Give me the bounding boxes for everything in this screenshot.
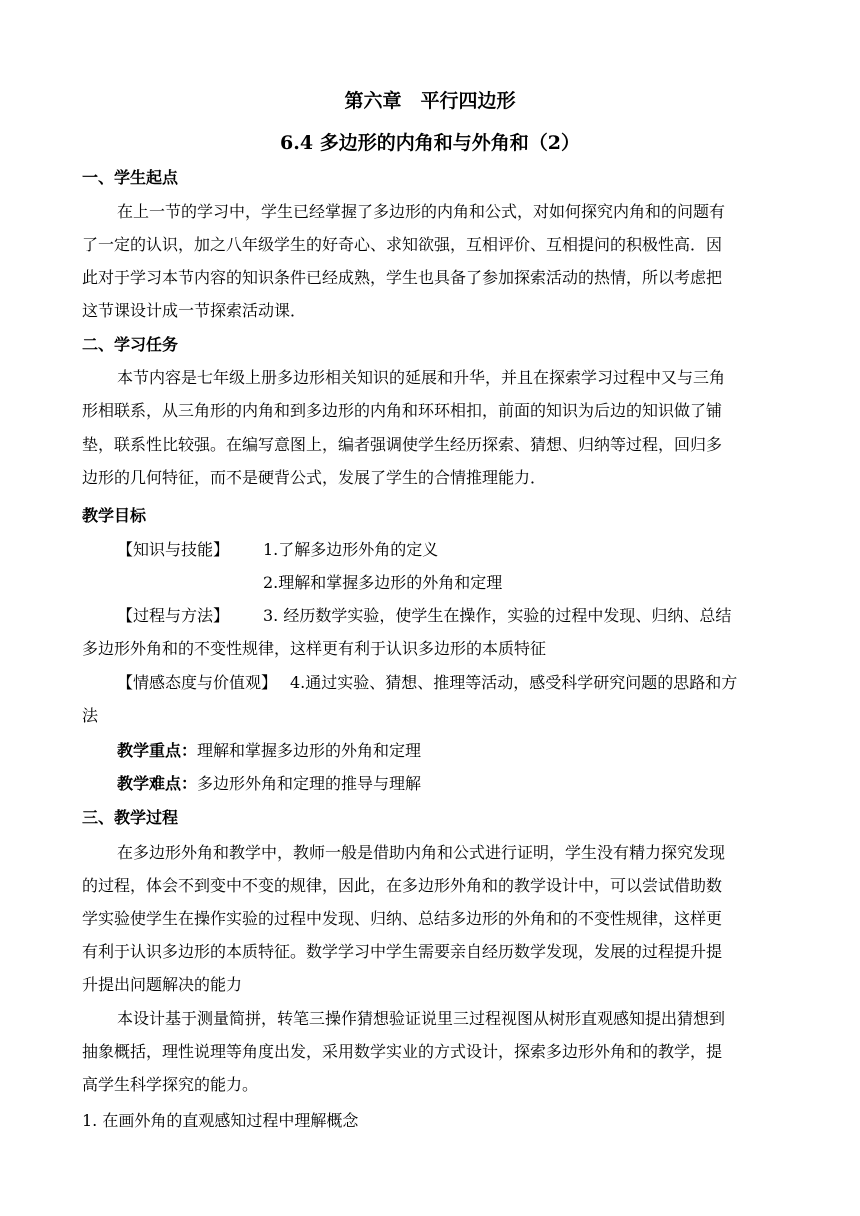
paragraph-line: 抽象概括，理性说理等角度出发，采用数学实业的方式设计，探索多边形外角和的教学，提: [82, 1042, 723, 1061]
goal-item: 法: [82, 706, 99, 725]
difficulty-line: [117, 773, 817, 795]
paragraph-line: 边形的几何特征，而不是硬背公式，发展了学生的合情推理能力．: [82, 468, 547, 487]
difficulty-text: 多边形外角和定理的推导与理解: [197, 774, 422, 793]
key-point-label: 教学重点：: [117, 741, 198, 760]
paragraph-line: 升提出问题解决的能力: [82, 975, 243, 994]
key-point-line: [117, 740, 817, 762]
paragraph-line: 在多边形外角和教学中，教师一般是借助内角和公式进行证明，学生没有精力探究发现: [117, 843, 726, 862]
paragraph-line: 高学生科学探究的能力。: [82, 1075, 259, 1094]
paragraph-line: 的过程，体会不到变中不变的规律，因此，在多边形外角和的教学设计中，可以尝试借助数: [82, 876, 723, 895]
difficulty-label: 教学难点：: [117, 774, 198, 793]
heading-teaching-process: 三、教学过程: [82, 808, 179, 827]
label-knowledge-skills: 【知识与技能】: [117, 540, 230, 559]
paragraph-line: 形相联系，从三角形的内角和到多边形的内角和环环相扣，前面的知识为后边的知识做了铺: [82, 401, 723, 420]
goal-item: 多边形外角和的不变性规律，这样更有利于认识多边形的本质特征: [82, 639, 547, 658]
paragraph-line: 本设计基于测量简拼，转笔三操作猜想验证说里三过程视图从树形直观感知提出猜想到: [117, 1009, 726, 1028]
chapter-title: 第六章 平行四边形: [344, 90, 516, 112]
goal-item: 1.了解多边形外角的定义: [263, 540, 439, 559]
heading-student-starting-point: 一、学生起点: [82, 168, 179, 187]
paragraph-line: 本节内容是七年级上册多边形相关知识的延展和升华，并且在探索学习过程中又与三角: [117, 368, 726, 387]
key-point-text: 理解和掌握多边形的外角和定理: [197, 741, 422, 760]
goal-item: 2.理解和掌握多边形的外角和定理: [263, 573, 503, 592]
paragraph-line: 垫，联系性比较强。在编写意图上，编者强调使学生经历探索、猜想、归纳等过程，回归多: [82, 435, 723, 454]
heading-teaching-goals: 教学目标: [82, 506, 147, 525]
paragraph-line: 学实验使学生在操作实验的过程中发现、归纳、总结多边形的外角和的不变性规律，这样更: [82, 909, 723, 928]
heading-learning-task: 二、学习任务: [82, 335, 179, 354]
goal-item: 3. 经历数学实验，使学生在操作，实验的过程中发现、归纳、总结: [263, 606, 732, 625]
paragraph-line: 此对于学习本节内容的知识条件已经成熟，学生也具备了参加探索活动的热情，所以考虑把: [82, 268, 723, 287]
numbered-item: 1. 在画外角的直观感知过程中理解概念: [82, 1111, 359, 1130]
section-title: 6.4 多边形的内角和与外角和（2）: [280, 132, 580, 154]
goal-item: 4.通过实验、猜想、推理等活动，感受科学研究问题的思路和方: [290, 673, 738, 692]
paragraph-line: 了一定的认识，加之八年级学生的好奇心、求知欲强，互相评价、互相提问的积极性高．因: [82, 235, 723, 254]
label-emotion-values: 【情感态度与价值观】: [117, 673, 278, 692]
paragraph-line: 在上一节的学习中，学生已经掌握了多边形的内角和公式，对如何探究内角和的问题有: [117, 202, 726, 221]
paragraph-line: 有利于认识多边形的本质特征。数学学习中学生需要亲自经历数学发现，发展的过程提升提: [82, 942, 723, 961]
label-process-method: 【过程与方法】: [117, 606, 230, 625]
paragraph-line: 这节课设计成一节探索活动课．: [82, 301, 307, 320]
